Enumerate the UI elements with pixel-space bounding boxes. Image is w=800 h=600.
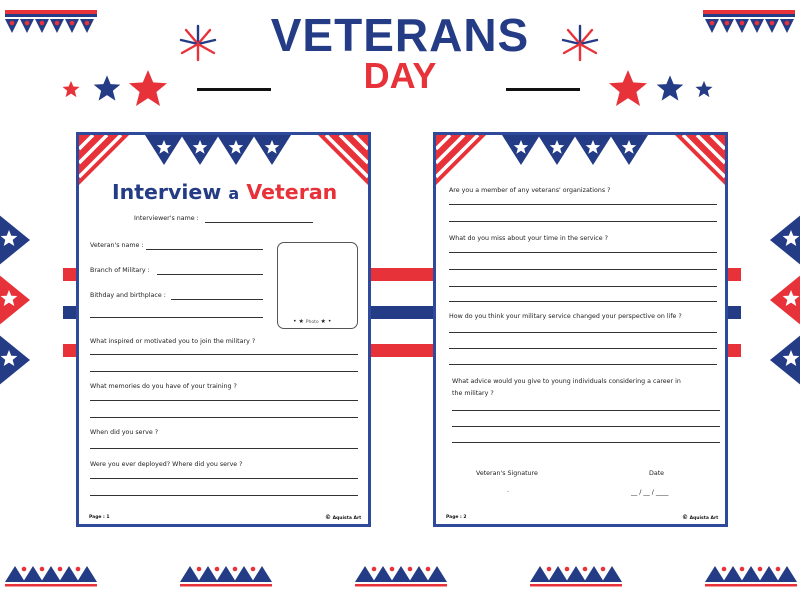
diamond-star-decoration-left xyxy=(0,210,40,395)
star-icon: ★ xyxy=(320,318,326,325)
answer-line xyxy=(449,252,717,253)
brand-footer xyxy=(682,514,718,521)
page-number: Page : 1 xyxy=(89,515,110,520)
worksheet-title xyxy=(112,180,337,204)
question-6: What do you miss about your time in the service ? xyxy=(449,235,608,242)
question-8-line-2: the military ? xyxy=(452,390,494,397)
birthday-label: Bithday and birthplace : xyxy=(90,292,166,299)
answer-line xyxy=(452,426,720,427)
answer-line xyxy=(449,364,717,365)
bullet-icon: • xyxy=(293,318,297,325)
worksheet-page-2 xyxy=(433,132,728,527)
title-word-interview: Interview xyxy=(112,180,222,204)
brand-name: Aquista Art xyxy=(332,516,362,521)
title-word-a: a xyxy=(228,184,240,203)
title-day: DAY xyxy=(363,55,437,96)
triangle-pattern xyxy=(180,560,272,590)
answer-line xyxy=(90,448,358,449)
brand-name: Aquista Art xyxy=(689,516,719,521)
question-3: When did you serve ? xyxy=(90,429,159,436)
question-1: What inspired or motivated you to join the military ? xyxy=(90,338,256,345)
title-veterans: VETERANS xyxy=(270,9,530,61)
page-bunting-header xyxy=(436,135,725,195)
star-icon xyxy=(695,80,713,98)
triangle-pattern xyxy=(355,560,447,590)
interviewer-name-line xyxy=(205,222,313,223)
question-7: How do you think your military service changed your perspective on life ? xyxy=(449,313,682,320)
question-8-line-1: What advice would you give to young individuals considering a career in xyxy=(452,378,681,385)
title-rule-left xyxy=(197,88,271,91)
firework-icon xyxy=(555,20,605,70)
question-4: Were you ever deployed? Where did you serve ? xyxy=(90,461,243,468)
birthday-line xyxy=(171,299,263,300)
answer-line xyxy=(90,400,358,401)
worksheet-page-1 xyxy=(76,132,371,527)
question-2: What memories do you have of your training ? xyxy=(90,383,237,390)
photo-label: Photo xyxy=(305,320,319,325)
triangle-pattern xyxy=(530,560,622,590)
star-icon xyxy=(656,74,684,102)
date-blank: __ / __ / ____ xyxy=(631,489,669,496)
triangle-pattern xyxy=(5,560,97,590)
branch-line xyxy=(157,274,263,275)
star-icon xyxy=(608,68,648,108)
question-5: Are you a member of any veterans' organizations ? xyxy=(449,187,611,194)
answer-line xyxy=(90,417,358,418)
answer-line xyxy=(449,286,717,287)
date-label: Date xyxy=(649,470,665,477)
title-rule-right xyxy=(506,88,580,91)
veteran-name-line xyxy=(146,249,263,250)
bullet-icon: • xyxy=(327,318,332,325)
diamond-star-decoration-right xyxy=(760,210,800,395)
answer-line xyxy=(452,442,720,443)
answer-line xyxy=(449,269,717,270)
star-icon xyxy=(128,68,168,108)
answer-line xyxy=(449,301,717,302)
star-icon xyxy=(93,74,121,102)
answer-line xyxy=(452,410,720,411)
answer-line xyxy=(90,354,358,355)
title-word-veteran: Veteran xyxy=(246,180,338,204)
answer-line xyxy=(449,221,717,222)
branch-label: Branch of Military : xyxy=(90,267,150,274)
interviewer-name-label: Interviewer's name : xyxy=(134,215,199,222)
veteran-name-label: Veteran's name : xyxy=(90,242,144,249)
signature-label: Veteran's Signature xyxy=(476,470,538,477)
answer-line xyxy=(449,204,717,205)
triangle-pattern xyxy=(705,560,797,590)
star-icon xyxy=(62,80,80,98)
answer-line xyxy=(90,478,358,479)
birthday-line-2 xyxy=(90,317,263,318)
signature-dot: . xyxy=(507,487,510,494)
answer-line xyxy=(449,348,717,349)
photo-box xyxy=(277,242,358,329)
photo-caption xyxy=(293,318,331,325)
page-number: Page : 2 xyxy=(446,515,467,520)
star-icon: ★ xyxy=(298,318,304,325)
copyright-icon: © xyxy=(682,514,688,521)
answer-line xyxy=(90,495,358,496)
copyright-icon: © xyxy=(325,514,331,521)
firework-icon xyxy=(173,20,223,70)
answer-line xyxy=(449,332,717,333)
brand-footer xyxy=(325,514,361,521)
answer-line xyxy=(90,371,358,372)
